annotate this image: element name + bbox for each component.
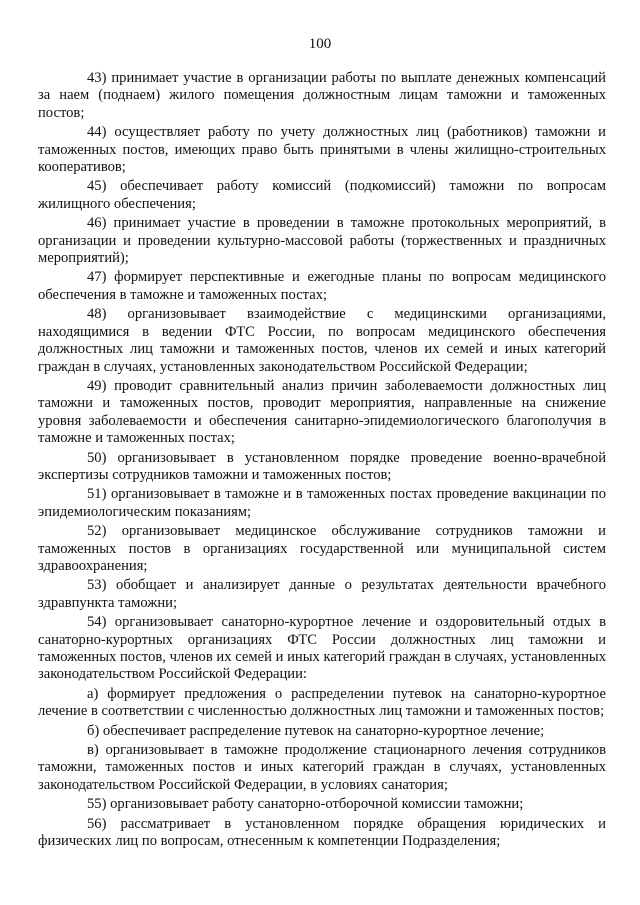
paragraph-44: 44) осуществляет работу по учету должностных лиц (работников) таможни и таможенных постов, имеющих право быть принятыми в члены жилищно-строительных кооперативов; bbox=[38, 124, 606, 176]
paragraph-53: 53) обобщает и анализирует данные о результатах деятельности врачебного здравпункта таможни; bbox=[38, 577, 606, 611]
paragraph-43: 43) принимает участие в организации работы по выплате денежных компенсаций за наем (поднаем) жилого помещения должностным лицам таможни и таможенных постов; bbox=[38, 70, 606, 121]
paragraph-52: 52) организовывает медицинское обслуживание сотрудников таможни и таможенных постов в организациях государственной или муниципальной систем здравоохранения; bbox=[38, 523, 606, 574]
paragraph-49: 49) проводит сравнительный анализ причин заболеваемости должностных лиц таможни и таможенных постов, проводит мероприятия, направленные на снижение уровня заболеваемости и обеспечения санитарно-эпидемиологического благополучия в таможне и таможенных постах; bbox=[38, 377, 606, 447]
paragraph-50: 50) организовывает в установленном порядке проведение военно-врачебной экспертизы сотрудников таможни и таможенных постов; bbox=[38, 449, 606, 483]
paragraph-46: 46) принимает участие в проведении в таможне протокольных мероприятий, в организации и проведении культурно-массовой работы (торжественных и праздничных мероприятий); bbox=[38, 215, 606, 267]
subparagraph-b: б) обеспечивает распределение путевок на санаторно-курортное лечение; bbox=[87, 722, 545, 739]
subparagraph-a: а) формирует предложения о распределении путевок на санаторно-курортное лечение в соответствии с численностью должностных лиц таможни и таможенных постов; bbox=[38, 685, 606, 720]
paragraph-54: 54) организовывает санаторно-курортное лечение и оздоровительный отдых в санаторно-курортных организациях ФТС России должностных лиц таможни и таможенных постов, членов их семей и иных категорий граждан в случаях, установленных законодательством Российской Федерации: bbox=[38, 614, 606, 683]
paragraph-55: 55) организовывает работу санаторно-отборочной комиссии таможни; bbox=[87, 796, 524, 813]
subparagraph-v: в) организовывает в таможне продолжение стационарного лечения сотрудников таможни, таможенных постов и иных категорий граждан в случаях, установленных законодательством Российской Федерации, в условиях санатория; bbox=[38, 742, 606, 793]
paragraph-48: 48) организовывает взаимодействие с медицинскими организациями, находящимися в ведении ФТС России, по вопросам медицинского обеспечения должностных лиц таможни и таможенных постов, членов их семей и иных категорий граждан в случаях, установленных законодательством Российской Федерации; bbox=[38, 306, 606, 375]
paragraph-45: 45) обеспечивает работу комиссий (подкомиссий) таможни по вопросам жилищного обеспечения; bbox=[38, 178, 606, 212]
paragraph-56: 56) рассматривает в установленном порядке обращения юридических и физических лиц по вопросам, отнесенным к компетенции Подразделения; bbox=[38, 815, 606, 850]
paragraph-51: 51) организовывает в таможне и в таможенных постах проведение вакцинации по эпидемиологическим показаниям; bbox=[38, 486, 606, 520]
document-body bbox=[38, 70, 606, 852]
page-number: 100 bbox=[308, 36, 332, 52]
paragraph-47: 47) формирует перспективные и ежегодные планы по вопросам медицинского обеспечения в таможне и таможенных постах; bbox=[38, 269, 606, 303]
